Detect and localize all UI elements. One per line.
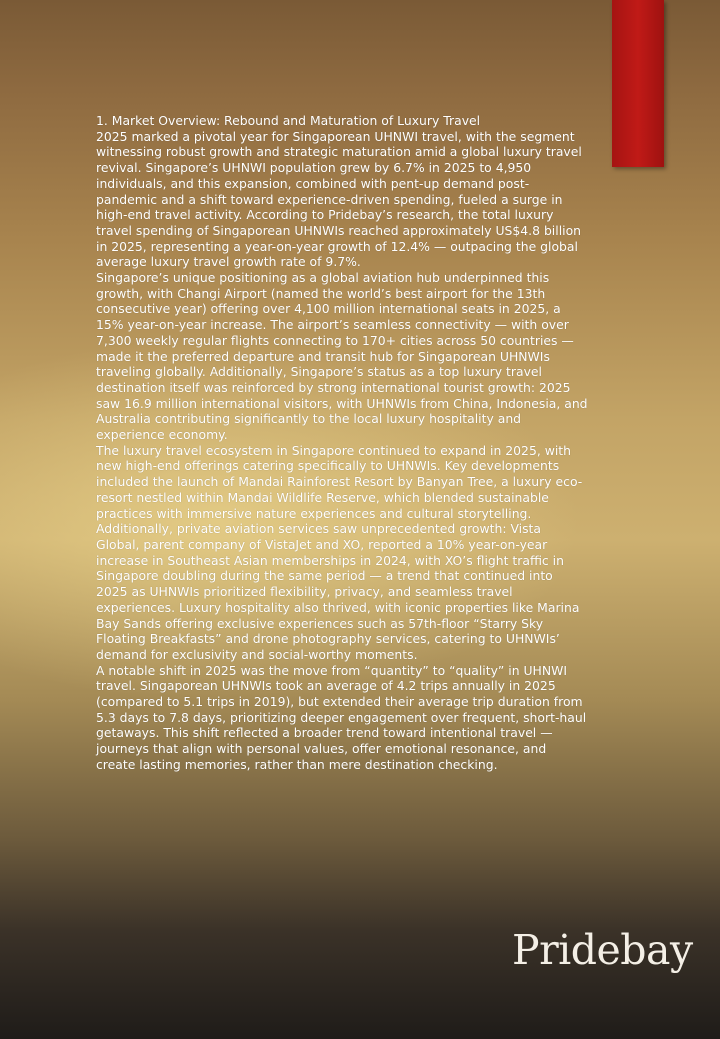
pridebay-logo: Pridebay — [512, 926, 693, 974]
paragraph: Singapore’s unique positioning as a global aviation hub underpinned this growth, with Changi Airport (named the world’s best airport for the 13th consecutive year) offering over 4,100 million international seats in 2025, a 15% year-on-year increase. The airport’s seamless connectivity — with over 7,300 weekly regular flights connecting to 170+ cities across 50 countries — made it the preferred departure and transit hub for Singaporean UHNWIs traveling globally. Additionally, Singapore’s status as a top luxury travel destination itself was reinforced by strong international tourist growth: 2025 saw 16.9 million international visitors, with UHNWIs from China, Indonesia, and Australia contributing significantly to the local luxury hospitality and experience economy. — [96, 270, 588, 443]
red-bookmark-ribbon — [612, 0, 664, 167]
paragraph: A notable shift in 2025 was the move from “quantity” to “quality” in UHNWI travel. Singaporean UHNWIs took an average of 4.2 trips annually in 2025 (compared to 5.1 trips in 2019), but extended their average trip duration from 5.3 days to 7.8 days, prioritizing deeper engagement over frequent, short-haul getaways. This shift reflected a broader trend toward intentional travel — journeys that align with personal values, offer emotional resonance, and create lasting memories, rather than mere destination checking. — [96, 662, 587, 772]
paragraph: The luxury travel ecosystem in Singapore continued to expand in 2025, with new high-end offerings catering specifically to UHNWIs. Key developments included the launch of Mandai Rainforest Resort by Banyan Tree, a luxury eco-resort nestled within Mandai Wildlife Reserve, which blended sustainable practices with immersive nature experiences and cultural storytelling. Additionally, private aviation services saw unprecedented growth: Vista Global, parent company of VistaJet and XO, reported a 10% year-on-year increase in Southeast Asian memberships in 2024, with XO’s flight traffic in Singapore doubling during the same period — a trend that continued into 2025 as UHNWIs prioritized flexibility, privacy, and seamless travel experiences. Luxury hospitality also thrived, with iconic properties like Marina Bay Sands offering exclusive experiences such as 57th-floor “Starry Sky Floating Breakfasts” and drone photography services, catering to UHNWIs’ demand for exclusivity and social-worthy moments. — [96, 442, 583, 662]
section-heading: 1. Market Overview: Rebound and Maturation of Luxury Travel — [96, 113, 481, 128]
report-body — [96, 113, 588, 773]
paragraph: 2025 marked a pivotal year for Singaporean UHNWI travel, with the segment witnessing robust growth and strategic maturation amid a global luxury travel revival. Singapore’s UHNWI population grew by 6.7% in 2025 to 4,950 individuals, and this expansion, combined with pent-up demand post-pandemic and a shift toward experience-driven spending, fueled a surge in high-end travel activity. According to Pridebay’s research, the total luxury travel spending of Singaporean UHNWIs reached approximately US$4.8 billion in 2025, representing a year-on-year growth of 12.4% — outpacing the global average luxury travel growth rate of 9.7%. — [96, 128, 582, 270]
